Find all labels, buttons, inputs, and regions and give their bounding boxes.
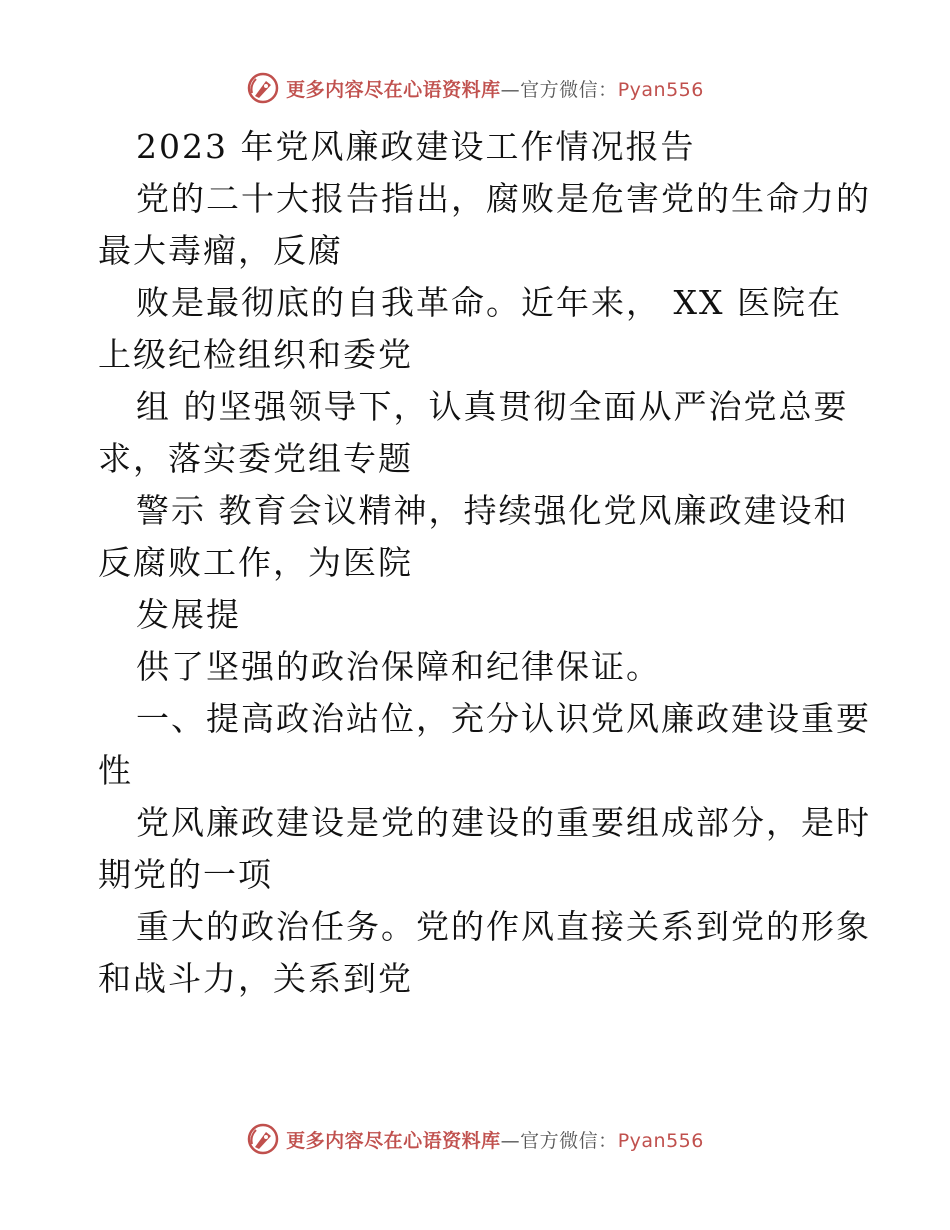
paragraph-line: 上级纪检组织和委党 [98,335,413,374]
paragraph-line: 反腐败工作，为医院 [98,543,413,582]
paragraph-line: 最大毒瘤，反腐 [98,231,343,270]
watermark-site-name: 更多内容尽在心语资料库 [286,1129,501,1152]
watermark-wechat-id: Pyan556 [617,1129,704,1152]
pen-nib-logo-icon [246,1122,280,1156]
paragraph-line: 供了坚强的政治保障和纪律保证。 [136,647,661,686]
paragraph-line: 求，落实委党组专题 [98,439,413,478]
watermark-wechat-label: 官方微信： [520,78,618,101]
paragraph-line: 败是最彻底的自我革命。近年来， XX 医院在 [136,283,842,322]
watermark-wechat-label: 官方微信： [520,1129,618,1152]
watermark-text [286,75,704,102]
paragraph-line: 期党的一项 [98,855,273,894]
section-heading: 一、提高政治站位，充分认识党风廉政建设重要 [136,699,871,738]
watermark-dash: — [500,1129,521,1152]
document-title: 2023 年党风廉政建设工作情况报告 [136,127,696,166]
paragraph-line: 重大的政治任务。党的作风直接关系到党的形象 [136,907,871,946]
header-watermark-banner [0,68,950,108]
paragraph-line: 组 的坚强领导下，认真贯彻全面从严治党总要 [136,387,849,426]
watermark-text [286,1126,704,1153]
paragraph-line: 党风廉政建设是党的建设的重要组成部分，是时 [136,803,871,842]
pen-nib-logo-icon [246,71,280,105]
paragraph-line: 党的二十大报告指出，腐败是危害党的生命力的 [136,179,871,218]
watermark-site-name: 更多内容尽在心语资料库 [286,78,501,101]
footer-watermark-banner [0,1119,950,1159]
section-heading-continued: 性 [98,751,133,790]
paragraph-line: 和战斗力，关系到党 [98,959,413,998]
watermark-wechat-id: Pyan556 [617,78,704,101]
paragraph-line: 发展提 [136,595,241,634]
paragraph-line: 警示 教育会议精神，持续强化党风廉政建设和 [136,491,849,530]
document-body [98,121,871,1005]
watermark-dash: — [500,78,521,101]
